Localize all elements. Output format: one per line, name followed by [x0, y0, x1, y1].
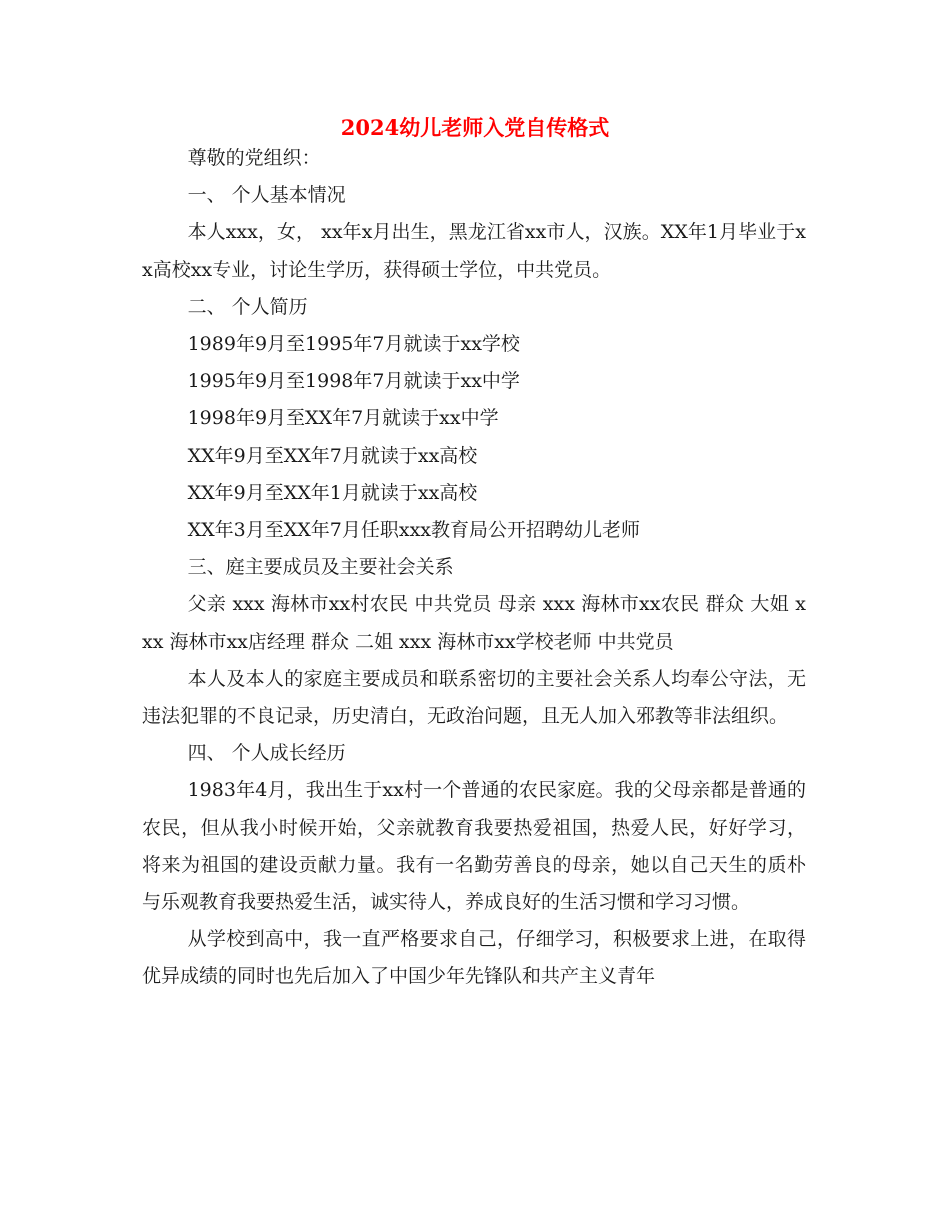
resume-line: 1995年9月至1998年7月就读于xx中学: [187, 370, 520, 393]
resume-line: XX年9月至XX年7月就读于xx高校: [187, 444, 478, 467]
resume-line: 1998年9月至XX年7月就读于xx中学: [187, 407, 499, 430]
section-heading-family: 三、庭主要成员及主要社会关系: [187, 556, 454, 579]
paragraph-growth-childhood: 1983年4月，我出生于xx村一个普通的农民家庭。我的父母亲都是普通的农民，但从我小时候开始，父亲就教育我要热爱祖国，热爱人民，好好学习，将来为祖国的建设贡献力量。我有一名勤劳善良的母亲，她以自己天生的质朴与乐观教育我要热爱生活，诚实待人，养成良好的生活习惯和学习习惯。: [142, 779, 806, 914]
paragraph-family-record: 本人及本人的家庭主要成员和联系密切的主要社会关系人均奉公守法，无违法犯罪的不良记录，历史清白，无政治问题，且无人加入邪教等非法组织。: [142, 667, 806, 728]
resume-line: 1989年9月至1995年7月就读于xx学校: [187, 333, 520, 356]
salutation: 尊敬的党组织：: [187, 147, 321, 169]
document-body: [142, 140, 806, 996]
paragraph-growth-school: 从学校到高中，我一直严格要求自己，仔细学习，积极要求上进，在取得优异成绩的同时也先后加入了中国少年先锋队和共产主义青年: [142, 928, 806, 988]
resume-line: XX年9月至XX年1月就读于xx高校: [187, 481, 478, 504]
document-title: 2024幼儿老师入党自传格式: [340, 115, 610, 140]
paragraph-basic-info: 本人xxx，女， xx年x月出生，黑龙江省xx市人，汉族。XX年1月毕业于xx高校xx专业，讨论生学历，获得硕士学位，中共党员。: [142, 221, 806, 281]
section-heading-growth: 四、 个人成长经历: [187, 742, 346, 765]
paragraph-family-members: 父亲 xxx 海林市xx村农民 中共党员 母亲 xxx 海林市xx农民 群众 大姐 xxx 海林市xx店经理 群众 二姐 xxx 海林市xx学校老师 中共党员: [142, 593, 806, 653]
resume-line: XX年3月至XX年7月任职xxx教育局公开招聘幼儿老师: [187, 519, 641, 542]
section-heading-basic-info: 一、 个人基本情况: [187, 184, 346, 207]
section-heading-resume: 二、 个人简历: [187, 295, 308, 318]
